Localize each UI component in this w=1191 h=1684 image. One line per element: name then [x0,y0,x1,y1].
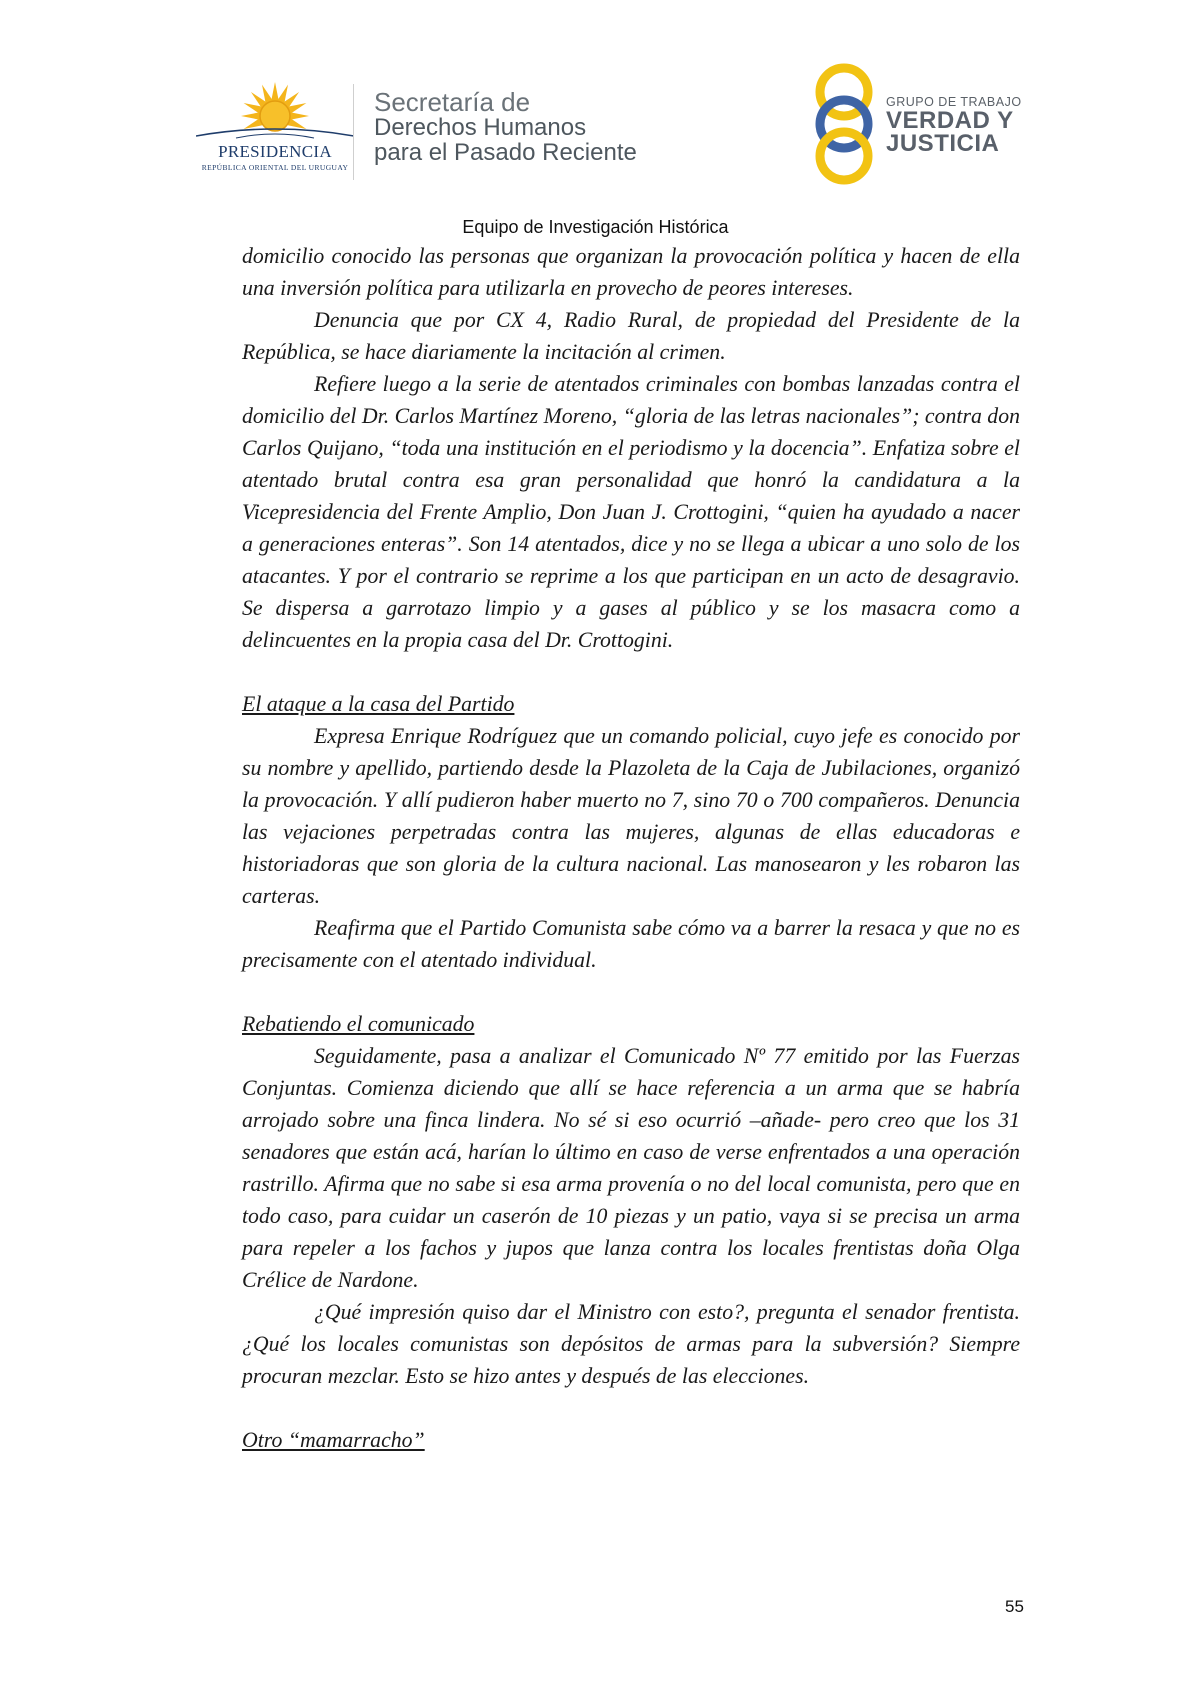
document-body [242,240,1020,1456]
secretaria-wordmark [374,87,637,166]
spacer [242,1392,1020,1424]
spacer [242,656,1020,688]
grupo-line2: VERDAD Y [886,107,1014,134]
presidencia-wordmark [198,143,352,172]
presidencia-subtitle: REPÚBLICA ORIENTAL DEL URUGUAY [201,163,349,172]
grupo-line3: JUSTICIA [886,130,1000,157]
page-number: 55 [1005,1597,1024,1616]
paragraph-1: domicilio conocido las personas que organizan la provocación política y hacen de ella una inversión política para utilizarla en provecho de peores intereses. [242,244,1020,300]
secretaria-line3: para el Pasado Reciente [374,139,637,166]
paragraph-3: Refiere luego a la serie de atentados criminales con bombas lanzadas contra el domicilio del Dr. Carlos Martínez Moreno, “gloria de las letras nacionales”; contra don Carlos Quijano, “toda una institución en el periodismo y la docencia”. Enfatiza sobre el atentado brutal contra esa gran personalidad que honró la candidatura a la Vicepresidencia del Frente Amplio, Don Juan J. Crottogini, “quien ha ayudado a nacer a generaciones enteras”. Son 14 atentados, dice y no se llega a ubicar a uno solo de los atacantes. Y por el contrario se reprime a los que participan en un acto de desagravio. Se dispersa a garrotazo limpio y a gases al público y se los masacra como a delincuentes en la propia casa del Dr. Crottogini. [242,372,1020,652]
team-title: Equipo de Investigación Histórica [462,217,729,237]
presidencia-title: PRESIDENCIA [218,142,332,161]
verdad-justicia-rings-logo [808,62,888,187]
paragraph-7: ¿Qué impresión quiso dar el Ministro con esto?, pregunta el senador frentista. ¿Qué los locales comunistas son depósitos de armas para la subversión? Siempre procuran mezclar. Esto se hizo antes y después de las elecciones. [242,1300,1020,1388]
section-heading-2: Rebatiendo el comunicado [242,1012,475,1036]
grupo-line1: GRUPO DE TRABAJO [886,95,1022,109]
paragraph-6: Seguidamente, pasa a analizar el Comunicado Nº 77 emitido por las Fuerzas Conjuntas. Comienza diciendo que allí se hace referencia a un arma que se habría arrojado sobre una finca lindera. No sé si eso ocurrió –añade- pero creo que los 31 senadores que están acá, harían lo último en caso de verse enfrentados a una operación rastrillo. Afirma que no sabe si esa arma provenía o no del local comunista, pero que en todo caso, para cuidar un caserón de 10 piezas y un patio, vaya si se precisa un arma para repeler a los fachos y jupos que lanza contra los locales frentistas doña Olga Crélice de Nardone. [242,1044,1020,1292]
page-header [0,0,1191,240]
paragraph-2: Denuncia que por CX 4, Radio Rural, de propiedad del Presidente de la República, se hace diariamente la incitación al crimen. [242,308,1020,364]
secretaria-line1: Secretaría de [374,87,531,117]
verdad-justicia-wordmark [886,95,1022,155]
paragraph-4: Expresa Enrique Rodríguez que un comando policial, cuyo jefe es conocido por su nombre y apellido, partiendo desde la Plazoleta de la Caja de Jubilaciones, organizó la provocación. Y allí pudieron haber muerto no 7, sino 70 o 700 compañeros. Denuncia las vejaciones perpetradas contra las mujeres, algunas de ellas educadoras e historiadoras que son gloria de la cultura nacional. Las manosearon y les robaron las carteras. [242,724,1020,908]
section-heading-1: El ataque a la casa del Partido [242,692,515,716]
section-heading-3: Otro “mamarracho” [242,1428,425,1452]
secretaria-line2: Derechos Humanos [374,114,587,141]
paragraph-5: Reafirma que el Partido Comunista sabe cómo va a barrer la resaca y que no es precisamente con el atentado individual. [242,916,1020,972]
spacer [242,976,1020,1008]
header-divider [353,84,354,180]
